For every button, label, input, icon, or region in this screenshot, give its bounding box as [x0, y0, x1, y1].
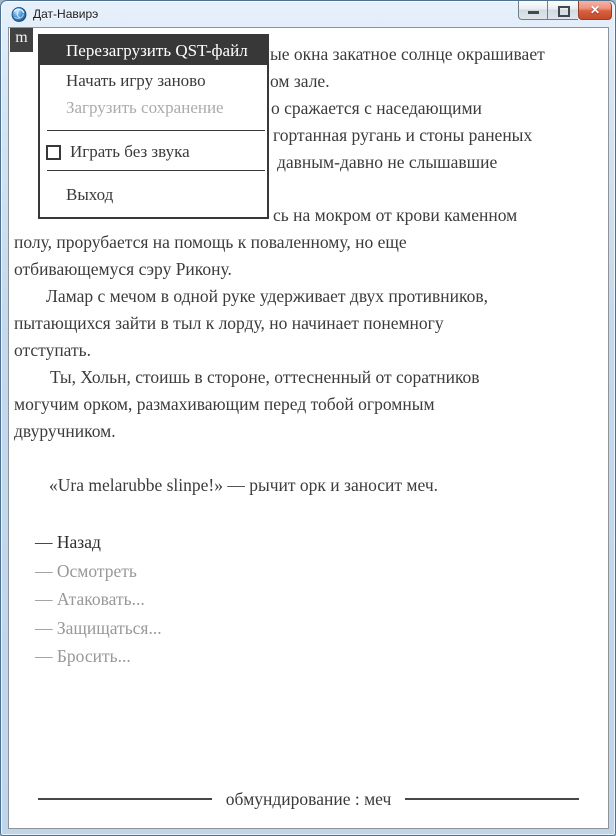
story-line: могучим орком, размахивающим перед тобой огромным	[14, 394, 435, 414]
story-line: о сражается с наседающими	[271, 98, 482, 118]
menu-separator	[47, 170, 265, 171]
story-line: давным-давно не слышавшие	[277, 152, 498, 172]
close-button[interactable]	[578, 1, 612, 20]
titlebar	[1, 1, 615, 27]
action-list	[35, 528, 162, 671]
status-divider-right	[405, 798, 579, 800]
action-throw[interactable]: — Бросить...	[35, 646, 131, 666]
window-title: Дат-Навирэ	[33, 7, 99, 21]
story-line: гортанная ругань и стоны раненых	[273, 125, 533, 145]
story-line: ом зале.	[270, 71, 330, 91]
menu-button[interactable]: m	[10, 28, 33, 52]
maximize-button[interactable]	[548, 1, 578, 20]
action-back[interactable]: — Назад	[35, 532, 101, 552]
story-line: «Ura melarubbe slinpe!» — рычит орк и заносит меч.	[49, 475, 438, 495]
app-icon	[11, 6, 27, 22]
minimize-button[interactable]	[518, 1, 548, 20]
equipment-status: обмундирование : меч	[225, 788, 392, 809]
story-line: ые окна закатное солнце окрашивает	[270, 44, 545, 64]
story-line: двуручником.	[14, 421, 116, 441]
story-line: Ламар с мечом в одной руке удерживает двух противников,	[46, 286, 489, 306]
story-line: Ты, Хольн, стоишь в стороне, оттесненный от соратников	[50, 367, 480, 387]
story-line: полу, прорубается на помощь к поваленному, но еще	[14, 232, 407, 252]
minimize-icon	[528, 11, 539, 14]
menu-item-play-muted[interactable]	[40, 143, 267, 161]
menu-item-load-save: Загрузить сохранение	[66, 98, 224, 117]
story-line: отбивающемуся сэру Рикону.	[14, 259, 232, 279]
status-divider-left	[38, 798, 212, 800]
maximize-icon	[558, 6, 570, 17]
story-line: сь на мокром от крови каменном	[273, 205, 518, 225]
action-inspect[interactable]: — Осмотреть	[35, 560, 137, 581]
game-client-area	[8, 27, 609, 829]
story-line: пытающихся зайти в тыл к лорду, но начинает понемногу	[14, 313, 444, 333]
action-defend[interactable]: — Защищаться...	[35, 617, 162, 638]
game-menu	[38, 34, 269, 219]
menu-item-exit[interactable]: Выход	[66, 185, 114, 204]
action-attack[interactable]: — Атаковать...	[35, 589, 145, 609]
menu-separator	[47, 130, 265, 131]
close-icon: ✕	[589, 3, 601, 17]
status-bar	[38, 785, 579, 813]
mute-checkbox-label: Играть без звука	[70, 142, 190, 161]
caption-buttons	[518, 1, 612, 20]
menu-item-reload-qst[interactable]: Перезагрузить QST-файл	[40, 36, 267, 65]
story-line: отступать.	[14, 340, 91, 360]
menu-item-restart[interactable]: Начать игру заново	[66, 71, 206, 90]
mute-checkbox[interactable]	[46, 145, 61, 160]
